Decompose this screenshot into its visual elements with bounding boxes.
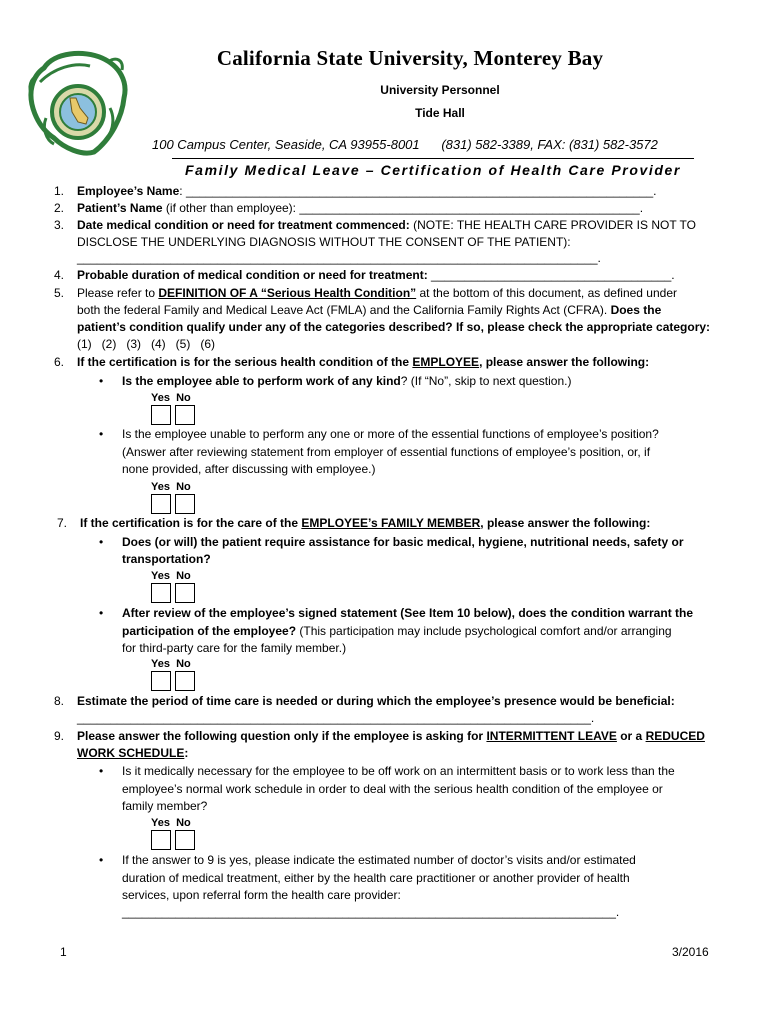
definition-reference: [77, 286, 677, 300]
does-the-text: Does the: [610, 303, 662, 317]
q7-participation-bold: After review of the employee’s signed statement (See Item 10 below), does the condition warrant the: [122, 606, 694, 620]
yes-checkbox[interactable]: [151, 830, 171, 850]
phone-fax: (831) 582-3389, FAX: (831) 582-3572: [441, 137, 658, 152]
intermittent-heading: [77, 729, 705, 743]
yes-no-label: Yes No: [151, 481, 191, 493]
yes-checkbox[interactable]: [151, 583, 171, 603]
q7-participation-line3: for third-party care for the family member.): [122, 641, 347, 655]
university-name: California State University, Monterey Bay: [216, 46, 604, 70]
building-name: Tide Hall: [415, 106, 465, 120]
university-seal-logo: [24, 48, 132, 158]
q9-necessary-line3: family member?: [122, 799, 208, 813]
bullet: •: [99, 606, 104, 620]
definition-ref-text-2: at the bottom of this document, as defined under: [416, 286, 677, 300]
q9-necessary-line2: employee’s normal work schedule in order to deal with the serious health condition of the employee or: [122, 782, 663, 796]
intermittent-heading-text: Please answer the following question only if the employee is asking for: [77, 729, 487, 743]
q7-participation-rest: (This participation may include psychological comfort and/or arranging: [296, 624, 672, 638]
page-number: 1: [60, 945, 67, 959]
definition-line2: [77, 303, 661, 317]
q9-visits-line1: If the answer to 9 is yes, please indicate the estimated number of doctor’s visits and/or estimated: [122, 853, 636, 867]
department-name: University Personnel: [380, 83, 500, 97]
care-period-bold: Estimate the period of time care is needed or during which the employee’s presence would be beneficial:: [77, 694, 675, 708]
bullet: •: [99, 853, 104, 867]
family-member-underlined: EMPLOYEE’s FAMILY MEMBER: [301, 516, 481, 530]
revision-date: 3/2016: [672, 945, 709, 959]
q7-assistance-line2: [122, 552, 211, 566]
q9-necessary-line1: Is it medically necessary for the employee to be off work on an intermittent basis or to work less than the: [122, 764, 675, 778]
item-number: 9.: [54, 729, 65, 743]
care-period-label: [77, 694, 675, 708]
q9-visits-line3: services, upon referral form the health care provider:: [122, 888, 401, 902]
date-commenced-note: (NOTE: THE HEALTH CARE PROVIDER IS NOT TO: [409, 218, 697, 232]
bullet: •: [99, 535, 104, 549]
item-number: 3.: [54, 218, 65, 232]
duration-blank[interactable]: ____________________________________.: [427, 268, 675, 282]
care-period-blank[interactable]: _____________________________________________________________________________.: [77, 711, 595, 725]
q7-participation-line2: [122, 624, 672, 638]
item-number: 8.: [54, 694, 65, 708]
no-checkbox[interactable]: [175, 671, 195, 691]
patient-name-field[interactable]: [77, 201, 643, 215]
q7-assistance-bold: Does (or will) the patient require assistance for basic medical, hygiene, nutritional needs, safety or: [122, 535, 684, 549]
bullet: •: [99, 374, 104, 388]
q7-participation-bold-2: participation of the employee?: [122, 624, 297, 638]
q6-able-rest: ? (If “No”, skip to next question.): [400, 374, 572, 388]
bullet: •: [99, 764, 104, 778]
employee-name-blank[interactable]: : ______________________________________________________________________.: [179, 184, 657, 198]
yes-no-label: Yes No: [151, 817, 191, 829]
definition-link[interactable]: DEFINITION OF A “Serious Health Condition”: [158, 286, 417, 300]
q6-able-bold: Is the employee able to perform work of any kind: [122, 374, 401, 388]
q6-unable-line3: none provided, after discussing with employee.): [122, 462, 376, 476]
employee-section-heading: [77, 355, 649, 369]
or-text: or a: [616, 729, 646, 743]
yes-checkbox[interactable]: [151, 405, 171, 425]
colon: :: [184, 746, 189, 760]
form-title: Family Medical Leave – Certification of Health Care Provider: [185, 162, 681, 178]
definition-ref-text: Please refer to: [77, 286, 159, 300]
item-number: 2.: [54, 201, 65, 215]
employee-heading-text: If the certification is for the serious health condition of the: [77, 355, 413, 369]
family-heading-text-2: , please answer the following:: [480, 516, 651, 530]
family-heading-text: If the certification is for the care of the: [80, 516, 302, 530]
q6-able-to-work: [122, 374, 571, 388]
address-line: [152, 137, 658, 152]
q6-unable-line1: Is the employee unable to perform any one or more of the essential functions of employee’s position?: [122, 427, 659, 441]
reduced-underlined: REDUCED: [645, 729, 705, 743]
q6-unable-line2: (Answer after reviewing statement from employer of essential functions of employee’s position, or, if: [122, 445, 651, 459]
date-commenced-blank[interactable]: ______________________________________________________________________________.: [77, 251, 601, 265]
yes-no-label: Yes No: [151, 570, 191, 582]
yes-checkbox[interactable]: [151, 494, 171, 514]
address: 100 Campus Center, Seaside, CA 93955-8001: [152, 137, 420, 152]
date-commenced-note-line2: DISCLOSE THE UNDERLYING DIAGNOSIS WITHOUT THE CONSENT OF THE PATIENT):: [77, 235, 571, 249]
employee-name-field[interactable]: [77, 184, 656, 198]
duration-field[interactable]: [77, 268, 675, 282]
item-number: 4.: [54, 268, 65, 282]
category-question: [77, 320, 710, 334]
yes-checkbox[interactable]: [151, 671, 171, 691]
q9-visits-blank[interactable]: __________________________________________________________________________.: [122, 905, 620, 919]
no-checkbox[interactable]: [175, 830, 195, 850]
patient-name-blank[interactable]: (if other than employee): ___________________________________________________.: [162, 201, 644, 215]
no-checkbox[interactable]: [175, 494, 195, 514]
no-checkbox[interactable]: [175, 583, 195, 603]
no-checkbox[interactable]: [175, 405, 195, 425]
item-number: 5.: [54, 286, 65, 300]
q9-visits-line2: duration of medical treatment, either by the health care practitioner or another provider of health: [122, 871, 630, 885]
family-section-heading: [80, 516, 650, 530]
employee-underlined: EMPLOYEE: [412, 355, 480, 369]
employee-name-label: Employee’s Name: [77, 184, 180, 198]
item-number: 6.: [54, 355, 65, 369]
item-number: 1.: [54, 184, 65, 198]
category-options[interactable]: (1) (2) (3) (4) (5) (6): [77, 337, 216, 351]
item-number: 7.: [57, 516, 68, 530]
fmla-cfra-text: both the federal Family and Medical Leave Act (FMLA) and the California Family Rights Act (CFRA).: [77, 303, 611, 317]
duration-label: Probable duration of medical condition or need for treatment:: [77, 268, 428, 282]
date-commenced-label: [77, 218, 696, 232]
bullet: •: [99, 427, 104, 441]
yes-no-label: Yes No: [151, 392, 191, 404]
intermittent-leave-underlined: INTERMITTENT LEAVE: [486, 729, 617, 743]
date-commenced-bold: Date medical condition or need for treatment commenced:: [77, 218, 410, 232]
header-divider: [172, 158, 694, 159]
q7-participation-line1: [122, 606, 693, 620]
employee-heading-text-2: , please answer the following:: [479, 355, 650, 369]
yes-no-label: Yes No: [151, 658, 191, 670]
q7-assistance-line1: [122, 535, 684, 549]
q7-transport-bold: transportation?: [122, 552, 211, 566]
category-question-text: patient’s condition qualify under any of the categories described? If so, please check the appropriate category:: [77, 320, 711, 334]
work-schedule-line: [77, 746, 188, 760]
work-schedule-underlined: WORK SCHEDULE: [77, 746, 185, 760]
patient-name-label: Patient’s Name: [77, 201, 163, 215]
